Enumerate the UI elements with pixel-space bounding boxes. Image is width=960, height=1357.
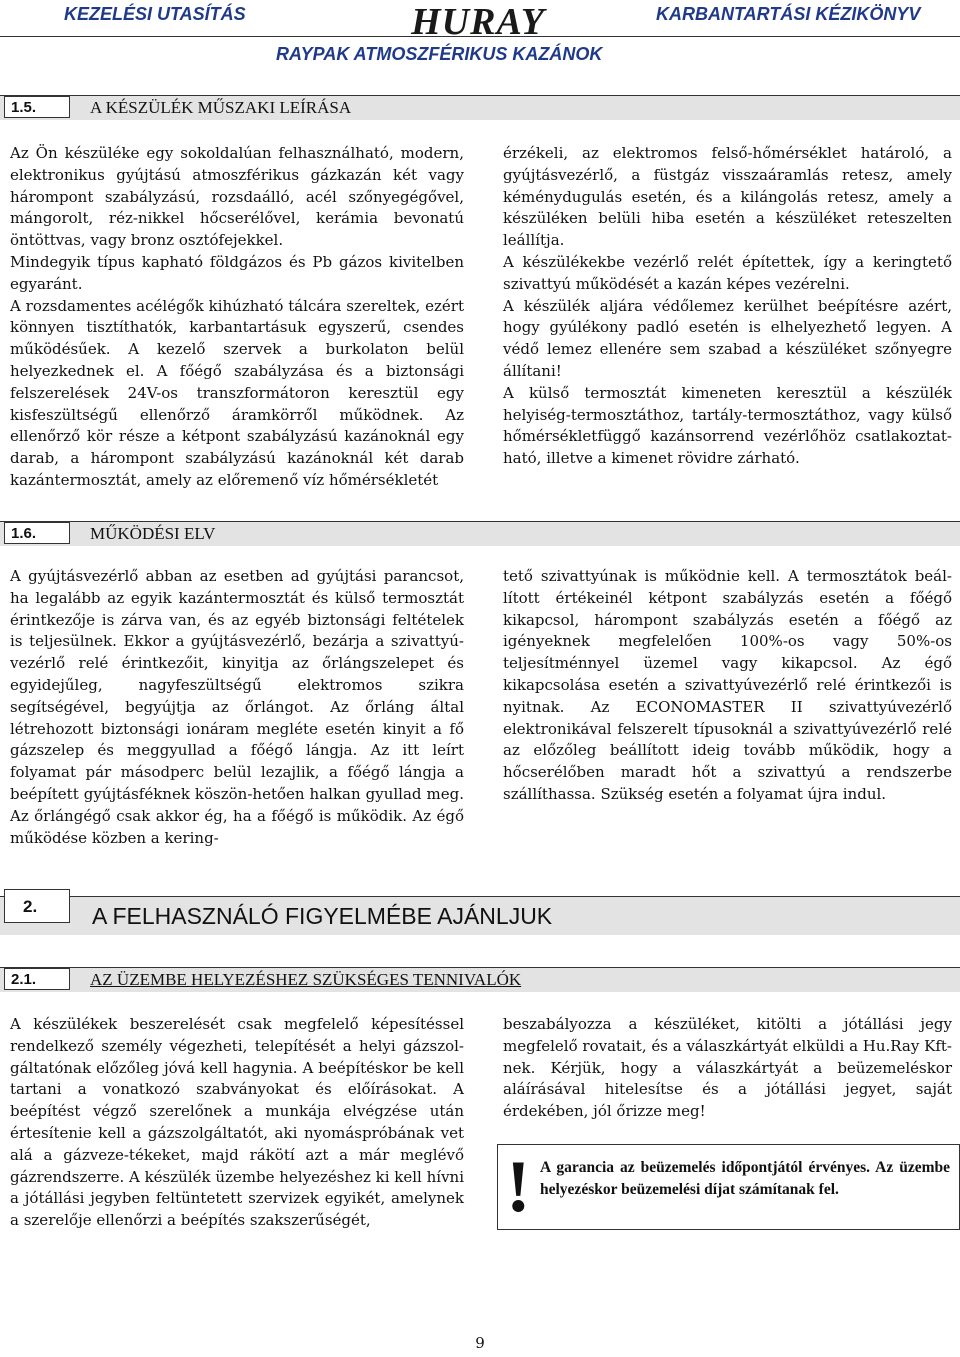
section-1-6-left-column — [10, 566, 464, 849]
section-title: MŰKÖDÉSI ELV — [90, 524, 216, 543]
header-right: KARBANTARTÁSI KÉZIKÖNYV — [656, 4, 921, 24]
huray-logo — [380, 2, 576, 40]
section-number: 2. — [4, 889, 70, 923]
svg-text:HURAY: HURAY — [411, 2, 545, 40]
section-heading-2 — [0, 896, 960, 935]
warning-box — [497, 1144, 960, 1230]
section-title: A KÉSZÜLÉK MŰSZAKI LEÍRÁSA — [90, 98, 352, 117]
header-rule — [0, 36, 960, 37]
section-number: 1.6. — [4, 522, 70, 544]
section-1-6-right-column — [503, 566, 952, 806]
exclamation-icon: ! — [506, 1146, 531, 1228]
paragraph: érzékeli, az elektromos felső-hőmérséklet határoló, a gyújtásvezérlő, a füstgáz visszaáramlás retesz, amely kéménydugulás esetén, és a kilángolás retesz, amely a készüléken belüli hiba esetén a készüléket reteszelten leállítja. — [503, 144, 952, 250]
paragraph: Az Ön készüléke egy sokoldalúan felhasználható, modern, elektronikus gyújtású atmoszférikus gázkazán két vagy hárompont szabályzású, rozsdaálló, acél szőnyegégővel, mángorolt, réz-nikkel hőcserélővel, kerámia bevonatú öntöttvas, vagy bronz osztófejekkel. — [10, 144, 464, 250]
header-subtitle: RAYPAK ATMOSZFÉRIKUS KAZÁNOK — [276, 44, 603, 64]
section-1-5-right-column — [503, 143, 952, 470]
section-2-1-left-column — [10, 1014, 464, 1232]
section-heading-1-6 — [0, 521, 960, 546]
paragraph: A készülékek beszerelését csak megfelelő képesítéssel rendelkező személy végezheti, telepítését a helyi gázszol-gáltatónak előzőleg jóvá kell hagynia. A beépítéskor be kell tartani a vonatkozó szabványokat és előírásokat. A beépítést végző szerelőnek a munkája elvégzése után értesítenie kell a gázszolgáltatót, aki nyomáspróbának vet alá a gázveze-tékeket, majd rákötí azt a már meglévő gázrendszerre. A készülék üzembe helyezéshez ki kell hívni a jótállási jegyben feltüntetett szervizek egyikét, amelynek a szerelője ellenőrzi a beépítés szakszerűségét, — [10, 1015, 465, 1230]
section-title: AZ ÜZEMBE HELYEZÉSHEZ SZÜKSÉGES TENNIVALÓK — [90, 970, 522, 989]
paragraph: Mindegyik típus kapható földgázos és Pb gázos kivitelben egyaránt. — [10, 252, 464, 293]
paragraph: A készülékekbe vezérlő relét építettek, így a keringtető szivattyú működését a kazán képes vezérelni. — [503, 252, 952, 293]
page-number: 9 — [475, 1334, 485, 1352]
section-heading-2-1 — [0, 967, 960, 992]
warning-text: A garancia az beüzemelés időpontjától érvényes. Az üzembe helyezéskor beüzemelési díjat számítanak fel. — [540, 1159, 950, 1198]
header-left: KEZELÉSI UTASÍTÁS — [64, 4, 246, 24]
paragraph: A gyújtásvezérlő abban az esetben ad gyújtási parancsot, ha legalább az egyik kazántermosztát és külső termosztát érintkezője is zárva van, és az egyéb biztonsági feltételek is teljesülnek. Ekkor a gyújtásvezérlő, bezárja a szivattyú-vezérlő relé érintkezőit, kinyitja az őrlángszelepet és egyidejűleg, nagyfeszültségű elektromos szikra segítségével, begyújtja az őrlángot. Az őrláng által létrehozott biztonsági ionáram megléte esetén kinyit a fő gázszelep és meggyullad a főégő lángja. Az itt leírt folyamat pár másodperc belül lezajlik, a főégő lángja a beépített gyújtásféknek köszön-hetően halkan gyullad meg. Az őrlángégő csak akkor ég, ha a főégő is működik. Az égő működése közben a kering- — [10, 567, 464, 847]
section-2-1-right-column — [503, 1014, 952, 1123]
section-number: 1.5. — [4, 96, 70, 118]
section-1-5-left-column — [10, 143, 464, 492]
section-title: A FELHASZNÁLÓ FIGYELMÉBE AJÁNLJUK — [92, 903, 553, 929]
section-number: 2.1. — [4, 968, 70, 990]
paragraph: A készülék aljára védőlemez kerülhet beépítésre azért, hogy gyúlékony padló esetén is elhelyezhető legyen. A védő lemez ellenére sem szabad a készüléket szőnyegre állítani! — [503, 296, 952, 380]
paragraph: beszabályozza a készüléket, kitölti a jótállási jegy megfelelő rovatait, és a válaszkártyát elküldi a Hu.Ray Kft-nek. Kérjük, hogy a válaszkártyát a beüzemeléskor aláírásával hitelesítse és a jótállási jegyet, saját érdekében, jól őrizze meg! — [503, 1015, 952, 1121]
paragraph: tető szivattyúnak is működnie kell. A termosztátok beál-lított értékeinél kétpont szabályzás esetén a főégő kikapcsol, hárompont szabályzás esetén a főégő az igényeknek megfelelően 100%-os vagy 50%-os teljesítménnyel üzemel vagy kikapcsol. Az égő kikapcsolása esetén a szivattyúvezérlő relé érintkezői is nyitnak. Az ECONOMASTER II szivattyúvezérlő elektronikával felszerelt típusoknál a szivattyúvezérlő relé az előzőleg beállított ideig tovább működik, hogy a hőcserélőben maradt hőt a szivattyú a rendszerbe szállíthassa. Szükség esetén a folyamat újra indul. — [503, 567, 952, 803]
paragraph: A külső termosztát kimeneten keresztül a készülék helyiség-termosztáthoz, tartály-termosztáthoz, vagy külső hőmérsékletfüggő kazánsorrend vezérlőhöz csatlakoztat-ható, illetve a kimenet rövidre zárható. — [503, 383, 952, 468]
section-heading-1-5 — [0, 95, 960, 120]
paragraph: A rozsdamentes acélégők kihúzható tálcára szereltek, ezért könnyen tisztíthatók, karbantartásuk egyszerű, csendes működésűek. A kezelő szervek a burkolaton belül helyezkednek el. A főégő szabályzása és a biztonsági felszerelések 24V-os transzformátoron keresztül egy kisfeszültségű ellenőrző áramkörről működnek. Az ellenőrző kör része a kétpont szabályzású kazánoknál egy darab, a hárompont szabályzású kazánoknál két darab kazántermosztát, amely az előremenő víz hőmérsékletét — [10, 296, 464, 489]
